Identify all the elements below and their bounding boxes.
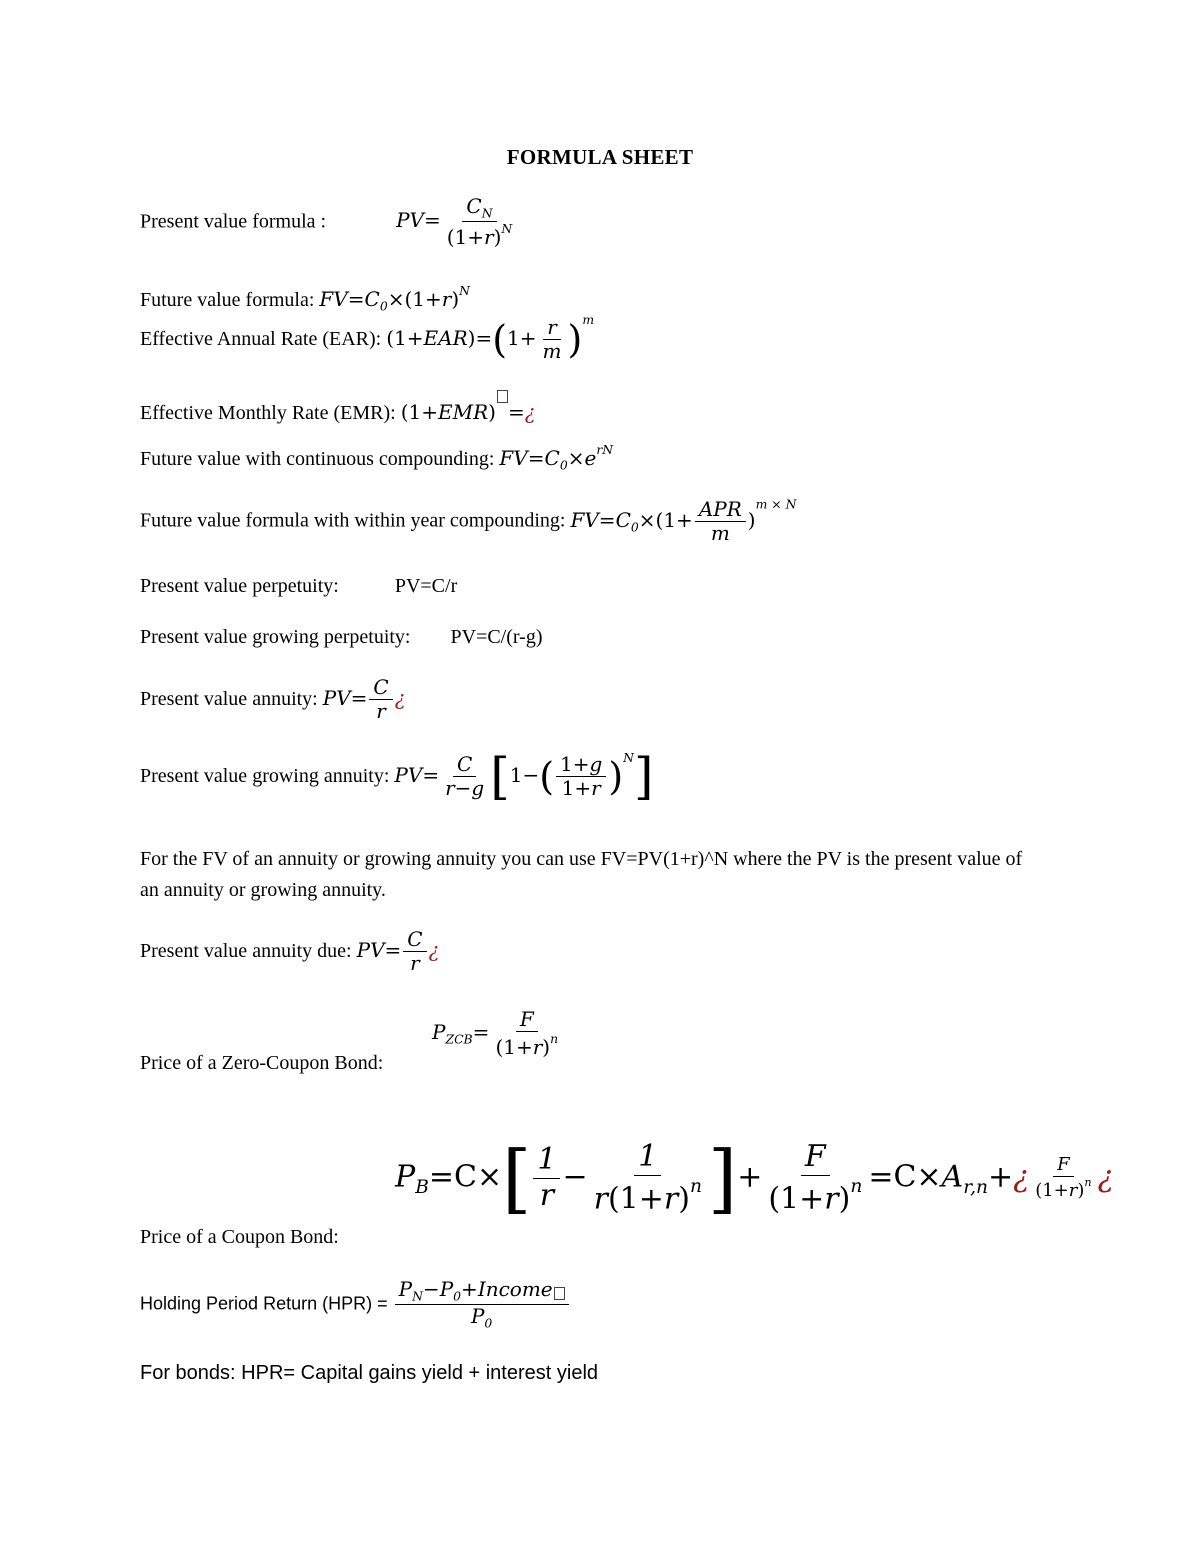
hpr-formula: $\frac{P_N-P_0+Income}{P_0}$ (393, 1291, 571, 1315)
ear-label: Effective Annual Rate (EAR): (140, 328, 382, 351)
continuous-compounding-row (140, 442, 613, 472)
future-value-label: Future value formula: (140, 289, 315, 312)
growing-annuity-formula: PV= $\frac{C}{r-g}$ [1−( $\frac{1+g}{1+r}$ )$^N$] (394, 747, 654, 806)
hpr-label: Holding Period Return (HPR) = (140, 1293, 388, 1314)
page-title: FORMULA SHEET (506, 145, 694, 169)
perpetuity-label: Present value perpetuity: (140, 575, 339, 597)
ear-formula: (1+EAR)=(1+ $\frac{r}{m}$ )$^m$ (386, 312, 595, 364)
hpr-row (140, 1278, 571, 1330)
bonds-hpr-note: For bonds: HPR= Capital gains yield + interest yield (140, 1362, 599, 1384)
annuity-label: Present value annuity: (140, 688, 318, 710)
within-year-compounding-formula: $FV=C_0\times(1+$ $\frac{\text{APR}}{m}$ )$^{m \times N}$ (570, 496, 797, 545)
ear-formula-row (140, 312, 594, 363)
present-value-label: Present value formula : (140, 210, 327, 233)
perpetuity-formula: PV=C/r (394, 575, 458, 597)
continuous-compounding-label: Future value with continuous compounding: (140, 448, 495, 471)
growing-perpetuity-formula: PV=C/(r-g) (450, 626, 543, 648)
growing-perpetuity-label: Present value growing perpetuity: (140, 626, 411, 648)
future-value-formula: $FV=C_0\times(1+r)^N$ (319, 283, 470, 314)
future-value-formula-row (140, 283, 470, 313)
within-year-compounding-row (140, 496, 796, 545)
coupon-bond-label: Price of a Coupon Bond: (140, 1226, 339, 1248)
emr-label: Effective Monthly Rate (EMR): (140, 402, 396, 424)
continuous-compounding-formula: $FV=C_0\times e^{rN}$ (499, 442, 614, 473)
zero-coupon-bond-formula: $P_{ZCB}=$ $\frac{F}{(1+r)^n}$ (432, 1007, 559, 1060)
coupon-bond-formula: $P_B=C\times$[ $\frac{1}{r}$ − $\frac{1}{r(1+r)^n}$ ]+ $\frac{F}{(1+r)^n}$ $=C\times A_{r,n}+¿$ $\frac{F}{(1+r)^n}$ ¿ (395, 1133, 1114, 1222)
annuity-due-formula: PV= $\frac{C}{r}$ ¿ (356, 927, 440, 975)
present-value-formula: PV= $\frac{C_N}{(1+r)^N}$ (396, 194, 513, 249)
annuity-formula: PV= $\frac{C}{r}$ ¿ (322, 675, 406, 723)
fv-annuity-note: For the FV of an annuity or growing annuity you can use FV=PV(1+r)^N where the PV is the present value of an annuity or growing annuity. (140, 848, 1023, 901)
growing-annuity-row (140, 747, 654, 806)
growing-perpetuity-row (140, 626, 542, 649)
zero-coupon-bond-label: Price of a Zero-Coupon Bond: (140, 1052, 384, 1074)
emr-formula: (1+EMR) =¿ (401, 400, 536, 424)
within-year-compounding-label: Future value formula with within year compounding: (140, 509, 566, 532)
annuity-due-label: Present value annuity due: (140, 940, 352, 962)
emr-formula-row (140, 390, 535, 425)
annuity-due-row (140, 928, 439, 975)
present-value-formula-row (140, 195, 518, 249)
growing-annuity-label: Present value growing annuity: (140, 764, 390, 787)
annuity-row (140, 676, 405, 723)
perpetuity-row (140, 575, 457, 598)
